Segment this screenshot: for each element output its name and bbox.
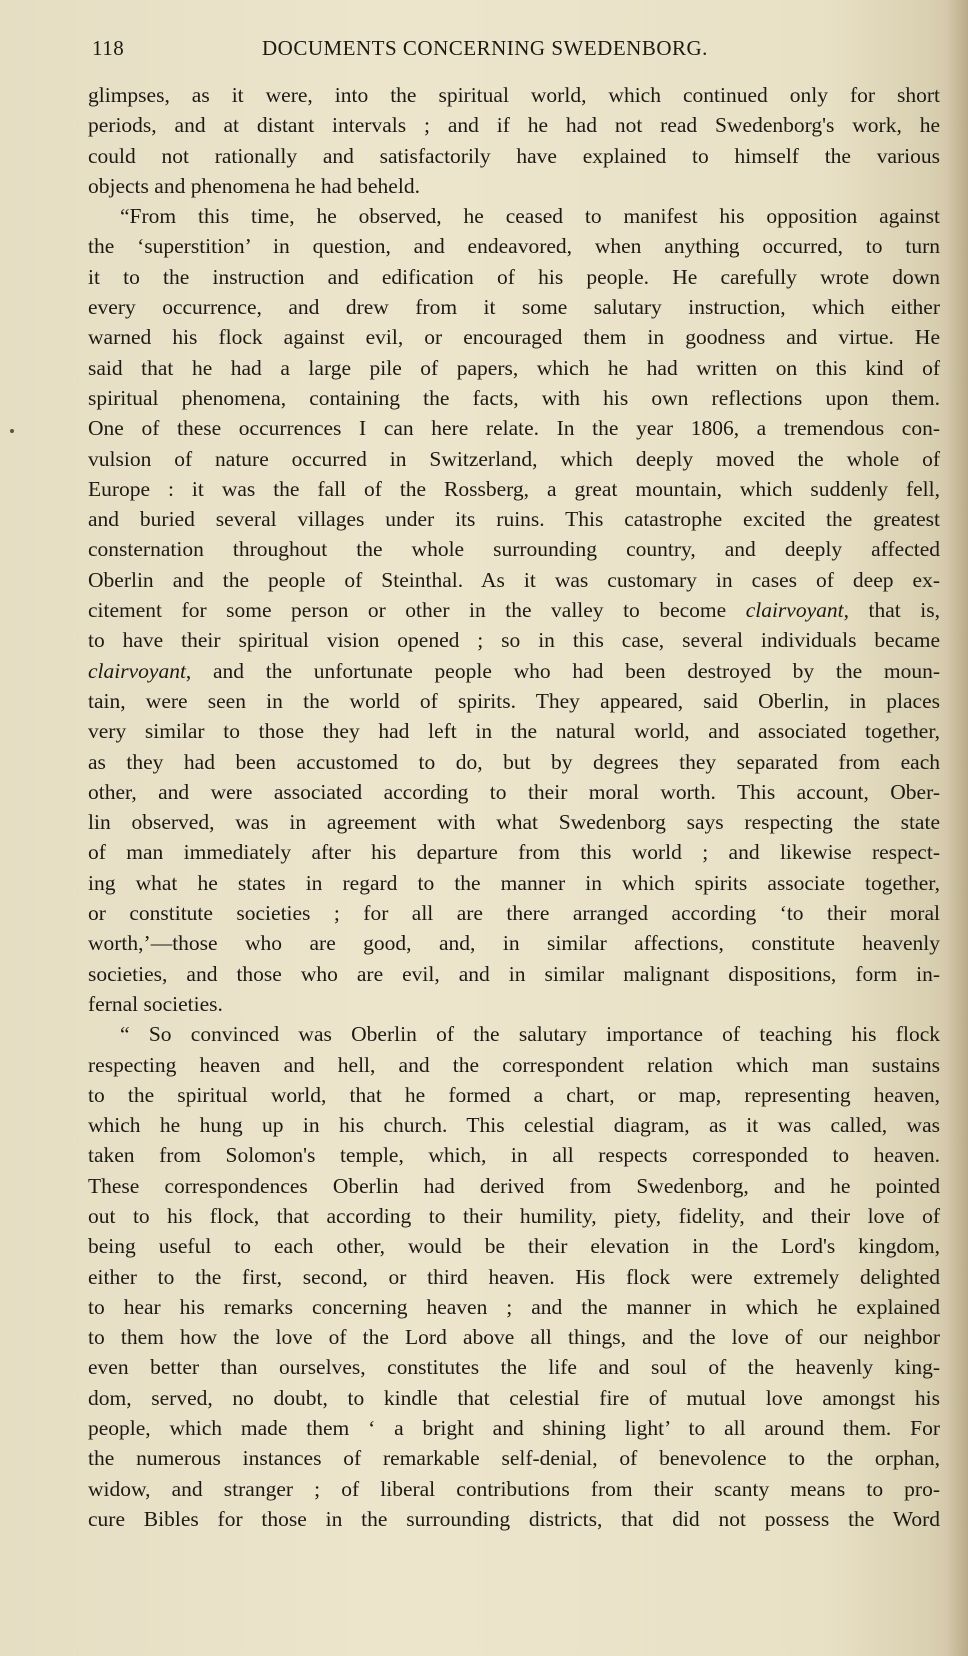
text-line: very similar to those they had left in the natural world, and associated together, [88,719,940,744]
text-line: respecting heaven and hell, and the correspondent relation which man sustains [88,1052,940,1077]
text-line: either to the first, second, or third heaven. His flock were extremely delighted [88,1264,940,1289]
margin-speck [10,429,14,433]
text-line: One of these occurrences I can here relate. In the year 1806, a tremendous con- [88,416,940,441]
page-number: 118 [92,36,125,60]
text-line: societies, and those who are evil, and in similar malignant dispositions, form in- [88,961,940,986]
text-line: glimpses, as it were, into the spiritual world, which continued only for short [88,83,940,107]
text-line: to hear his remarks concerning heaven ; and the manner in which he explained [88,1294,940,1319]
text-line: ing what he states in regard to the manner in which spirits associate together, [88,870,940,895]
text-line: of man immediately after his departure from this world ; and likewise respect- [88,840,940,865]
text-line: tain, were seen in the world of spirits. They appeared, said Oberlin, in places [88,688,940,713]
text-line: could not rationally and satisfactorily have explained to himself the various [88,143,940,168]
text-line: cure Bibles for those in the surrounding districts, that did not possess the Word [88,1506,940,1531]
text-line: consternation throughout the whole surrounding country, and deeply affected [88,537,940,562]
text-line: fernal societies. [88,991,223,1016]
text-line: said that he had a large pile of papers, which he had written on this kind of [88,355,940,380]
text-line: taken from Solomon's temple, which, in all respects corresponded to heaven. [88,1143,940,1168]
running-title: DOCUMENTS CONCERNING SWEDENBORG. [262,36,708,60]
text-line: or constitute societies ; for all are there arranged according ‘to their moral [88,901,940,926]
text-line: as they had been accustomed to do, but by degrees they separated from each [88,749,940,774]
text-line: spiritual phenomena, containing the facts, with his own reflections upon them. [88,385,940,410]
text-line: to them how the love of the Lord above all things, and the love of our neighbor [88,1325,940,1350]
text-line: and buried several villages under its ruins. This catastrophe excited the greatest [88,507,940,532]
text-line: lin observed, was in agreement with what Swedenborg says respecting the state [88,810,940,835]
text-line: to the spiritual world, that he formed a chart, or map, representing heaven, [88,1082,940,1107]
body-text [88,80,940,1534]
text-line: “From this time, he observed, he ceased to manifest his opposition against [120,204,940,229]
running-head [92,36,944,64]
text-line: the ‘superstition’ in question, and endeavored, when anything occurred, to turn [88,234,940,259]
text-line: These correspondences Oberlin had derived from Swedenborg, and he pointed [88,1173,940,1198]
text-line: every occurrence, and drew from it some salutary instruction, which either [88,295,940,320]
text-line: which he hung up in his church. This celestial diagram, as it was called, was [88,1113,940,1138]
text-line: vulsion of nature occurred in Switzerland, which deeply moved the whole of [88,446,940,471]
text-line: people, which made them ‘ a bright and shining light’ to all around them. For [88,1416,940,1441]
text-line: “ So convinced was Oberlin of the salutary importance of teaching his flock [120,1022,940,1047]
text-line: dom, served, no doubt, to kindle that celestial fire of mutual love amongst his [88,1385,940,1410]
text-line: citement for some person or other in the valley to become clairvoyant, that is, [88,598,940,623]
text-line: widow, and stranger ; of liberal contributions from their scanty means to pro- [88,1476,940,1501]
text-line: objects and phenomena he had beheld. [88,173,420,198]
text-line: Oberlin and the people of Steinthal. As it was customary in cases of deep ex- [88,567,940,592]
text-line: Europe : it was the fall of the Rossberg, a great mountain, which suddenly fell, [88,476,940,501]
text-line: being useful to each other, would be their elevation in the Lord's kingdom, [88,1234,940,1259]
text-line: to have their spiritual vision opened ; so in this case, several individuals became [88,628,940,653]
page-edge-shadow [946,0,968,1656]
text-line: out to his flock, that according to their humility, piety, fidelity, and their love of [88,1203,940,1228]
text-line: periods, and at distant intervals ; and if he had not read Swedenborg's work, he [88,113,940,138]
text-line: it to the instruction and edification of his people. He carefully wrote down [88,264,940,289]
text-line: the numerous instances of remarkable self-denial, of benevolence to the orphan, [88,1446,940,1471]
text-line: warned his flock against evil, or encouraged them in goodness and virtue. He [88,325,940,350]
text-line: other, and were associated according to their moral worth. This account, Ober- [88,779,940,804]
text-line: even better than ourselves, constitutes the life and soul of the heavenly king- [88,1355,940,1380]
text-line: worth,’—those who are good, and, in similar affections, constitute heavenly [88,931,940,956]
text-line: clairvoyant, and the unfortunate people who had been destroyed by the moun- [88,658,940,683]
